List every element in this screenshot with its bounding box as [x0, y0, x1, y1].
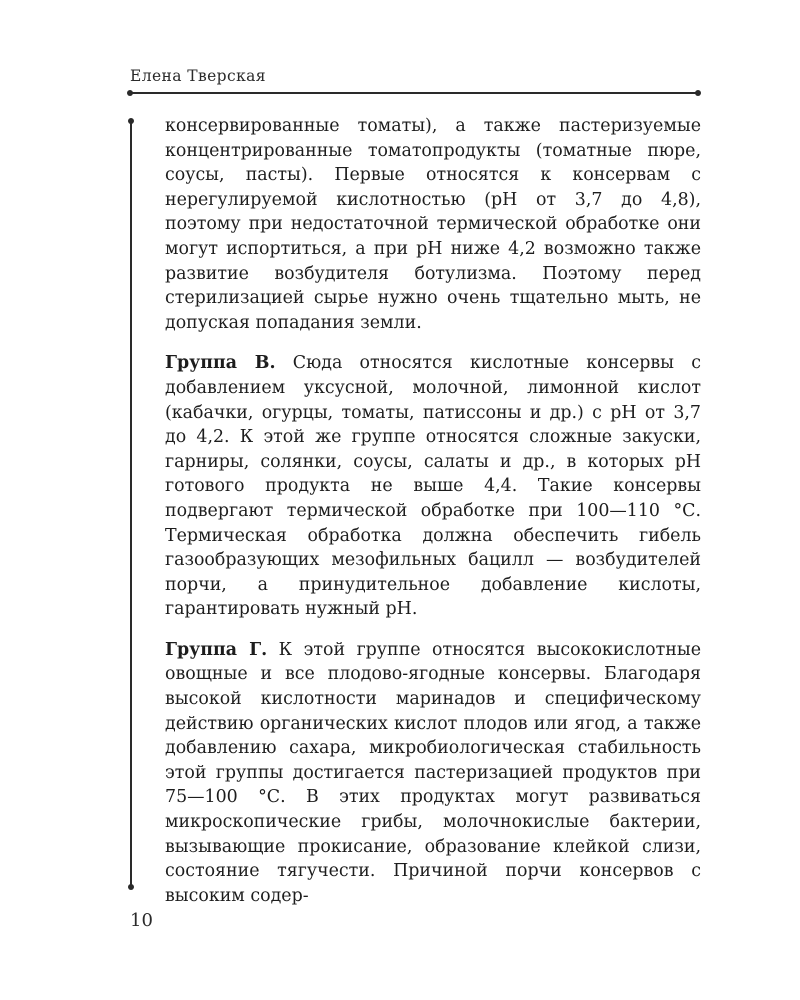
paragraph-group-g — [165, 638, 701, 909]
side-rule — [130, 121, 132, 887]
paragraph-text: консервированные томаты), а также пастеризуемые концентрированные томатопродукты (томатные пюре, соусы, пасты). Первые относятся к консервам с нерегулируемой кислотностью (рН от 3,7 до 4,8), поэтому при недостаточной термической обработке они могут испортиться, а при рН ниже 4,2 возможно также развитие возбудителя ботулизма. Поэтому перед стерилизацией сырье нужно очень тщательно мыть, не допуская попадания земли. — [165, 116, 701, 333]
body-text — [165, 114, 701, 908]
paragraph-lead-group-g: Группа Г. — [165, 639, 268, 660]
paragraph-tomatoes — [165, 114, 701, 335]
paragraph-text: Сюда относятся кислотные консервы с добавлением уксусной, молочной, лимонной кислот (кабачки, огурцы, томаты, патиссоны и др.) с рН от 3,7 до 4,2. К этой же группе относятся сложные закуски, гарниры, солянки, соусы, салаты и др., в которых рН готового продукта не выше 4,4. Такие консервы подвергают термической обработке при 100—110 °С. Термическая обработка должна обеспечить гибель газообразующих мезофильных бацилл — возбудителей порчи, а принудительное добавление кислоты, гарантировать нужный рН. — [165, 353, 701, 620]
paragraph-group-v — [165, 351, 701, 622]
paragraph-text: К этой группе относятся высококислотные овощные и все плодово-ягодные консервы. Благодаря высокой кислотности маринадов и специфическому действию органических кислот плодов или ягод, а также добавлению сахара, микробиологическая стабильность этой группы достигается пастеризацией продуктов при 75—100 °С. В этих продуктах могут развиваться микроскопические грибы, молочнокислые бактерии, вызывающие прокисание, образование клейкой слизи, состояние тягучести. Причиной порчи консервов с высоким содер- — [165, 639, 701, 906]
running-header-author: Елена Тверская — [130, 67, 266, 85]
paragraph-lead-group-v: Группа В. — [165, 353, 276, 374]
header-rule — [130, 92, 698, 94]
page-number: 10 — [130, 910, 153, 931]
